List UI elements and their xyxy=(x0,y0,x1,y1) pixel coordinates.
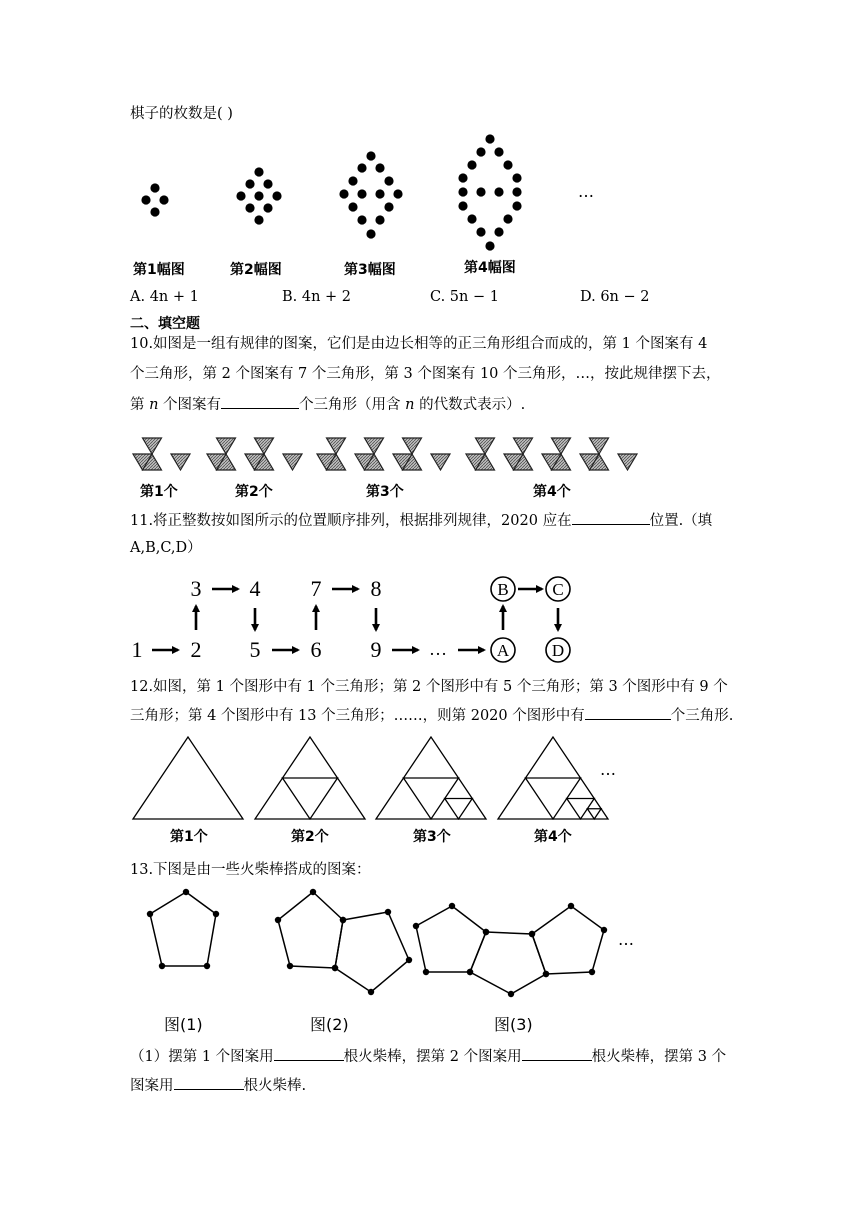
chess-piece xyxy=(357,163,366,172)
chess-piece xyxy=(245,179,254,188)
q11-line2: A,B,C,D） xyxy=(130,540,202,556)
number-3: 3 xyxy=(190,576,202,601)
inner-triangle xyxy=(587,809,601,819)
q12-answer-blank[interactable] xyxy=(585,705,671,720)
matchstick-joint xyxy=(204,963,210,969)
q9-caption-3: 第3幅图 xyxy=(344,262,396,278)
q11-number-arrangement xyxy=(0,570,860,680)
chess-piece xyxy=(467,160,476,169)
q10-caption-2: 第2个 xyxy=(235,484,273,500)
matchstick-joint xyxy=(508,991,514,997)
q12-line1: 12.如图，第 1 个图形中有 1 个三角形；第 2 个图形中有 5 个三角形；第 3 个图形中有 9 个 xyxy=(130,679,728,695)
number-5: 5 xyxy=(249,637,261,662)
matchstick-joint xyxy=(449,903,455,909)
matchstick-joint xyxy=(310,889,316,895)
pattern-triangle xyxy=(618,454,637,470)
pentagon xyxy=(532,906,604,974)
chess-piece xyxy=(348,202,357,211)
chess-piece xyxy=(357,189,366,198)
chess-piece xyxy=(485,241,494,250)
chess-piece xyxy=(476,147,485,156)
q10-line1: 10.如图是一组有规律的图案，它们是由边长相等的正三角形组合而成的，第 1 个图案有 4 xyxy=(130,336,708,352)
chess-piece xyxy=(375,189,384,198)
q13-sub1-line1: （1）摆第 1 个图案用 根火柴棒，摆第 2 个图案用 根火柴棒，摆第 3 个 xyxy=(130,1046,726,1067)
q9-caption-1: 第1幅图 xyxy=(133,262,185,278)
q13-blank-1[interactable] xyxy=(274,1046,344,1061)
q9-option-b: B. 4n + 2 xyxy=(282,289,352,305)
chess-piece xyxy=(512,201,521,210)
pattern-triangle xyxy=(514,438,533,454)
matchstick-joint xyxy=(483,929,489,935)
pattern-triangle xyxy=(143,438,162,454)
matchstick-joint xyxy=(159,963,165,969)
pentagon xyxy=(416,906,486,972)
position-d: D xyxy=(551,641,565,660)
q12-caption-3: 第3个 xyxy=(413,829,451,845)
chess-piece xyxy=(375,215,384,224)
chess-piece xyxy=(476,227,485,236)
q13-caption-2: 图(2) xyxy=(310,1015,349,1034)
q12-caption-2: 第2个 xyxy=(291,829,329,845)
chess-piece xyxy=(263,179,272,188)
q12-ellipsis: … xyxy=(600,760,616,779)
number-9: 9 xyxy=(370,637,382,662)
matchstick-joint xyxy=(423,969,429,975)
matchstick-joint xyxy=(385,909,391,915)
chess-piece xyxy=(494,147,503,156)
chess-piece xyxy=(254,191,263,200)
chess-piece xyxy=(384,176,393,185)
matchstick-joint xyxy=(413,923,419,929)
matchstick-joint xyxy=(467,969,473,975)
q10-caption-3: 第3个 xyxy=(366,484,404,500)
chess-piece xyxy=(366,151,375,160)
chess-piece xyxy=(467,214,476,223)
q12-caption-4: 第4个 xyxy=(534,829,572,845)
q9-caption-2: 第2幅图 xyxy=(230,262,282,278)
q13-blank-3[interactable] xyxy=(174,1075,244,1090)
chess-piece xyxy=(159,195,168,204)
number-6: 6 xyxy=(310,637,322,662)
q9-option-c: C. 5n − 1 xyxy=(430,289,499,305)
q9-ellipsis: … xyxy=(578,182,594,201)
chess-piece xyxy=(512,173,521,182)
chess-piece xyxy=(348,176,357,185)
q13-ellipsis: … xyxy=(618,930,634,949)
chess-piece xyxy=(494,187,503,196)
pentagon xyxy=(335,912,409,992)
pattern-triangle xyxy=(255,438,274,454)
position-a: A xyxy=(496,641,510,660)
chess-piece xyxy=(458,201,467,210)
chess-piece xyxy=(339,189,348,198)
chess-piece xyxy=(245,203,254,212)
matchstick-joint xyxy=(287,963,293,969)
pattern-triangle xyxy=(217,438,236,454)
chess-piece xyxy=(150,183,159,192)
q9-caption-4: 第4幅图 xyxy=(464,260,516,276)
chess-piece xyxy=(375,163,384,172)
q12-caption-1: 第1个 xyxy=(170,829,208,845)
number-8: 8 xyxy=(370,576,382,601)
matchstick-joint xyxy=(529,931,535,937)
matchstick-joint xyxy=(406,957,412,963)
pattern-triangle xyxy=(552,438,571,454)
matchstick-joint xyxy=(568,903,574,909)
inner-triangle xyxy=(445,799,473,820)
q12-triangle-figures xyxy=(0,733,860,833)
matchstick-joint xyxy=(275,917,281,923)
pentagon xyxy=(278,892,343,968)
pattern-triangle xyxy=(590,438,609,454)
number-1: 1 xyxy=(131,637,143,662)
chess-piece xyxy=(458,187,467,196)
q13-blank-2[interactable] xyxy=(522,1046,592,1061)
chess-piece xyxy=(141,195,150,204)
q13-sub1-line2: 图案用 根火柴棒. xyxy=(130,1075,306,1096)
matchstick-joint xyxy=(601,927,607,933)
q9-stem-tail: 棋子的枚数是( ) xyxy=(130,106,233,122)
q10-triangle-patterns xyxy=(0,420,860,480)
chess-piece xyxy=(384,202,393,211)
inner-triangle xyxy=(283,778,338,819)
chess-piece xyxy=(263,203,272,212)
chess-piece xyxy=(393,189,402,198)
q11-answer-blank[interactable] xyxy=(572,510,650,525)
number-2: 2 xyxy=(190,637,202,662)
section-title: 二、填空题 xyxy=(130,316,200,332)
q10-caption-4: 第4个 xyxy=(533,484,571,500)
pentagon xyxy=(150,892,216,966)
matchstick-joint xyxy=(543,971,549,977)
chess-piece xyxy=(150,207,159,216)
matchstick-joint xyxy=(332,965,338,971)
chess-piece xyxy=(476,187,485,196)
q9-option-d: D. 6n − 2 xyxy=(580,289,650,305)
pattern-triangle xyxy=(476,438,495,454)
chess-piece xyxy=(272,191,281,200)
q13-caption-3: 图(3) xyxy=(494,1015,533,1034)
chess-piece xyxy=(503,214,512,223)
number-7: 7 xyxy=(310,576,322,601)
chess-piece xyxy=(357,215,366,224)
matchstick-joint xyxy=(147,911,153,917)
q13-caption-1: 图(1) xyxy=(164,1015,203,1034)
chess-piece xyxy=(254,215,263,224)
number-ellipsis: … xyxy=(429,639,447,659)
matchstick-joint xyxy=(589,969,595,975)
pattern-triangle xyxy=(327,438,346,454)
number-4: 4 xyxy=(249,576,261,601)
chess-piece xyxy=(458,173,467,182)
q10-caption-1: 第1个 xyxy=(140,484,178,500)
pattern-triangle xyxy=(171,454,190,470)
q13-matchstick-figures xyxy=(0,880,860,1000)
pattern-triangle xyxy=(431,454,450,470)
matchstick-joint xyxy=(368,989,374,995)
pattern-triangle xyxy=(403,438,422,454)
q13-line1: 13.下图是由一些火柴棒搭成的图案： xyxy=(130,862,371,878)
outer-triangle xyxy=(133,737,243,819)
matchstick-joint xyxy=(213,911,219,917)
matchstick-joint xyxy=(340,917,346,923)
matchstick-joint xyxy=(183,889,189,895)
q12-line2: 三角形；第 4 个图形中有 13 个三角形；……，则第 2020 个图形中有 个三角形. xyxy=(130,705,733,726)
chess-piece xyxy=(494,227,503,236)
chess-piece xyxy=(254,167,263,176)
q9-option-a: A. 4n + 1 xyxy=(130,289,199,305)
chess-piece xyxy=(512,187,521,196)
pattern-triangle xyxy=(365,438,384,454)
q11-line1: 11.将正整数按如图所示的位置顺序排列，根据排列规律，2020 应在 位置.（填 xyxy=(130,510,712,531)
q10-answer-blank[interactable] xyxy=(221,394,299,409)
chess-piece xyxy=(503,160,512,169)
chess-piece xyxy=(366,229,375,238)
pattern-triangle xyxy=(283,454,302,470)
chess-piece xyxy=(236,191,245,200)
position-b: B xyxy=(497,580,509,599)
q10-line3: 第 n 个图案有 个三角形（用含 n 的代数式表示）. xyxy=(130,394,525,415)
q10-line2: 个三角形，第 2 个图案有 7 个三角形，第 3 个图案有 10 个三角形，…，按此规律摆下去， xyxy=(130,366,721,382)
q9-dot-figures xyxy=(0,0,860,270)
chess-piece xyxy=(485,134,494,143)
position-c: C xyxy=(552,580,564,599)
